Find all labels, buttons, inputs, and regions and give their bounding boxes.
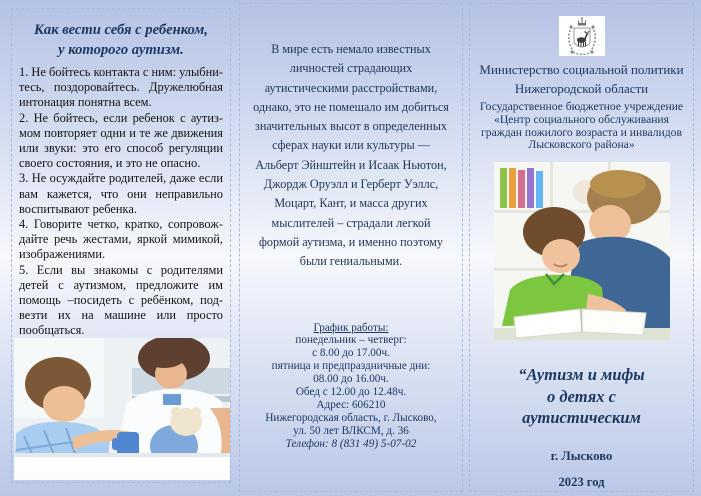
intro-line: однако, это не помешало им добиться (253, 99, 449, 114)
schedule-line: ул. 50 лет ВЛКСМ, д. 36 (293, 424, 409, 437)
tip-item: 5. Если вы знакомы с родителями детей с аутизмом, предложите им помощь –посидеть с ребёнком, под-везти их на машине или просто пообщаться. (19, 262, 223, 338)
intro-line: В мире есть немало известных (271, 42, 431, 56)
doctor-playing-with-child-photo (14, 338, 230, 480)
intro-line: аутистическими расстройствами, (264, 80, 438, 95)
intro-line: значительных высот в определенных (255, 119, 447, 134)
institution-line: Лысковского района» (528, 138, 635, 152)
intro-line: Джордж Оруэлл и Герберт Уэллс, (263, 177, 439, 192)
brochure-title-line: “Аутизм и мифы (518, 365, 645, 385)
tip-item: 2. Не бойтесь, если ребенок с аутиз-мом повторяет одни и те же движения или звуки: это его способ регуляции своего состояния, и это не опасно. (19, 110, 223, 171)
panel-left (11, 8, 231, 483)
institution-name (476, 101, 687, 152)
intro-line: сферах науки или культуры — (272, 138, 430, 153)
ministry-name: Министерство социальной политики (479, 62, 684, 77)
intro-line: Моцарт, Кант, и масса других (274, 196, 428, 211)
intro-line: формой аутизма, и именно поэтому (258, 234, 443, 249)
schedule-heading: График работы: (313, 321, 389, 334)
schedule-line: Обед с 12.00 до 12.48ч. (295, 386, 407, 399)
ministry-region: Нижегородской области (514, 81, 649, 96)
panel-middle (239, 3, 463, 492)
left-title (19, 21, 223, 60)
intro-line: Альберт Эйнштейн и Исаак Ньютон, (255, 157, 447, 172)
institution-line: Государственное бюджетное учреждение (479, 100, 684, 113)
schedule-line: понедельник – четверг: (295, 334, 407, 347)
schedule-line: Нижегородская область, г. Лысково, (265, 411, 437, 424)
work-schedule (246, 322, 456, 451)
year-label: 2023 год (558, 474, 605, 489)
father-and-son-reading-book-photo (494, 162, 670, 340)
left-tips (19, 65, 223, 339)
intro-line: личностей страдающих (289, 61, 413, 76)
institution-line: «Центр социального обслуживания (494, 112, 669, 126)
brochure-title (476, 364, 687, 429)
schedule-phone: Телефон: 8 (831 49) 5-07-02 (285, 437, 417, 450)
left-title-line: Как вести себя с ребенком, (34, 22, 208, 38)
intro-line: мыслителей – страдали легкой (271, 215, 431, 230)
brochure-title-line: о детях с (547, 386, 616, 406)
left-title-line: у которого аутизм. (58, 41, 184, 58)
schedule-line: Адрес: 606210 (316, 399, 386, 411)
city-label: г. Лысково (550, 448, 613, 463)
schedule-line: пятница и предпраздничные дни: (271, 360, 431, 373)
panel-right (469, 3, 694, 492)
tip-item: 1. Не бойтесь контакта с ним: улыбни-тесь, поздоровайтесь. Дружелюбная интонация понятна всем. (19, 65, 223, 110)
schedule-line: 08.00 до 16.00ч. (313, 373, 389, 386)
brochure-title-line: аутистическим (522, 408, 641, 428)
tip-item: 3. Не осуждайте родителей, даже если вам кажется, что они неправильно воспитывают ребенка. (19, 171, 223, 216)
tip-item: 4. Говорите четко, кратко, сопровож-дайте речь жестами, яркой мимикой, изображениями. (19, 217, 223, 262)
institution-line: граждан пожилого возраста и инвалидов (481, 125, 682, 139)
schedule-line: с 8.00 до 17.00ч. (312, 347, 390, 360)
intro-line: были гениальными. (299, 254, 403, 269)
coat-of-arms-nizhny-novgorod-icon (559, 16, 605, 56)
